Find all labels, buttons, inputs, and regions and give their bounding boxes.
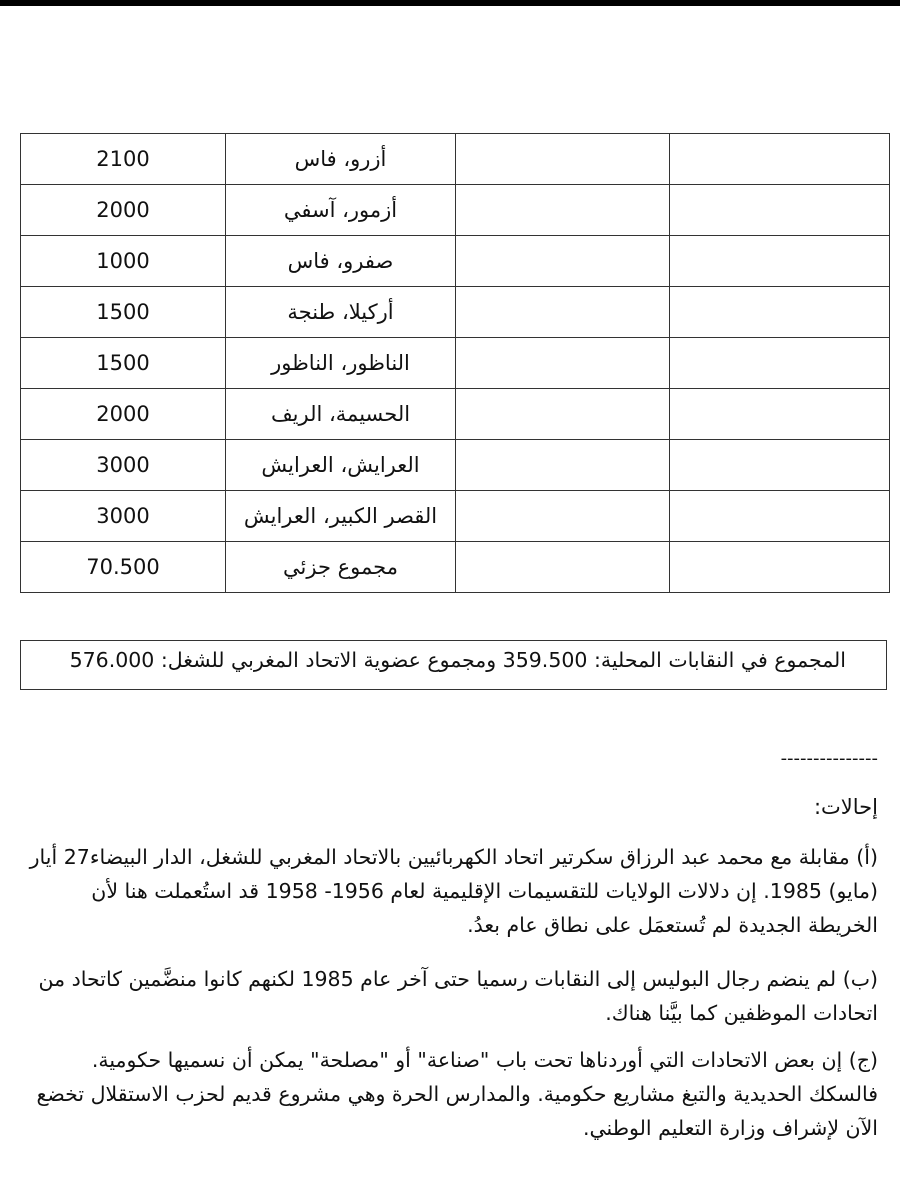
footnote-a: (أ) مقابلة مع محمد عبد الرزاق سكرتير اتحاد الكهربائيين بالاتحاد المغربي للشغل، الدار البيضاء27 أيار (مايو) 1985. إن دلالات الولايات للتقسيمات الإقليمية لعام 1956- 1958 قد استُعملت هنا لأن الخريطة الجديدة لم تُستعمَل على نطاق عام بعدُ. [29, 845, 878, 937]
union-location: العرايش، العرايش [226, 440, 456, 491]
empty-cell [456, 389, 670, 440]
member-count: 1500 [21, 338, 226, 389]
table-row [21, 389, 890, 440]
member-count: 2100 [21, 134, 226, 185]
footnote-c: (ج) إن بعض الاتحادات التي أوردناها تحت باب "صناعة" أو "مصلحة" يمكن أن نسميها حكومية. فالسكك الحديدية والتبغ مشاريع حكومية. والمدارس الحرة وهي مشروع قديم لحزب الاستقلال تخضع الآن لإشراف وزارة التعليم الوطني. [36, 1048, 878, 1140]
empty-cell [456, 542, 670, 593]
table-row [21, 338, 890, 389]
table-row [21, 134, 890, 185]
empty-cell [456, 134, 670, 185]
footnote-b: (ب) لم ينضم رجال البوليس إلى النقابات رسميا حتى آخر عام 1985 لكنهم كانوا منضَّمين كاتحاد من اتحادات الموظفين كما بيَّنا هناك. [38, 967, 878, 1025]
empty-cell [456, 491, 670, 542]
footnote-divider: --------------- [780, 748, 878, 769]
union-location: أركيلا، طنجة [226, 287, 456, 338]
empty-cell [456, 338, 670, 389]
empty-cell [670, 389, 890, 440]
empty-cell [670, 134, 890, 185]
empty-cell [670, 338, 890, 389]
table-row [21, 287, 890, 338]
union-location: أزمور، آسفي [226, 185, 456, 236]
union-location: أزرو، فاس [226, 134, 456, 185]
empty-cell [456, 440, 670, 491]
member-count: 3000 [21, 440, 226, 491]
union-location: القصر الكبير، العرايش [226, 491, 456, 542]
table-row [21, 236, 890, 287]
member-count: 2000 [21, 389, 226, 440]
subtotal-label: مجموع جزئي [226, 542, 456, 593]
member-count: 1000 [21, 236, 226, 287]
member-count: 3000 [21, 491, 226, 542]
empty-cell [670, 185, 890, 236]
empty-cell [670, 287, 890, 338]
empty-cell [456, 236, 670, 287]
union-location: الحسيمة، الريف [226, 389, 456, 440]
top-border [0, 0, 900, 6]
union-location: صفرو، فاس [226, 236, 456, 287]
member-count: 1500 [21, 287, 226, 338]
table-row [21, 491, 890, 542]
empty-cell [456, 287, 670, 338]
empty-cell [670, 542, 890, 593]
subtotal-row [21, 542, 890, 593]
totals-box: المجموع في النقابات المحلية: 359.500 ومجموع عضوية الاتحاد المغربي للشغل: 576.000 [20, 640, 887, 690]
footnotes-title: إحالات: [813, 795, 878, 819]
empty-cell [670, 440, 890, 491]
membership-table [20, 133, 890, 593]
empty-cell [670, 236, 890, 287]
table-row [21, 440, 890, 491]
empty-cell [456, 185, 670, 236]
subtotal-value: 70.500 [21, 542, 226, 593]
member-count: 2000 [21, 185, 226, 236]
union-location: الناظور، الناظور [226, 338, 456, 389]
table-row [21, 185, 890, 236]
empty-cell [670, 491, 890, 542]
